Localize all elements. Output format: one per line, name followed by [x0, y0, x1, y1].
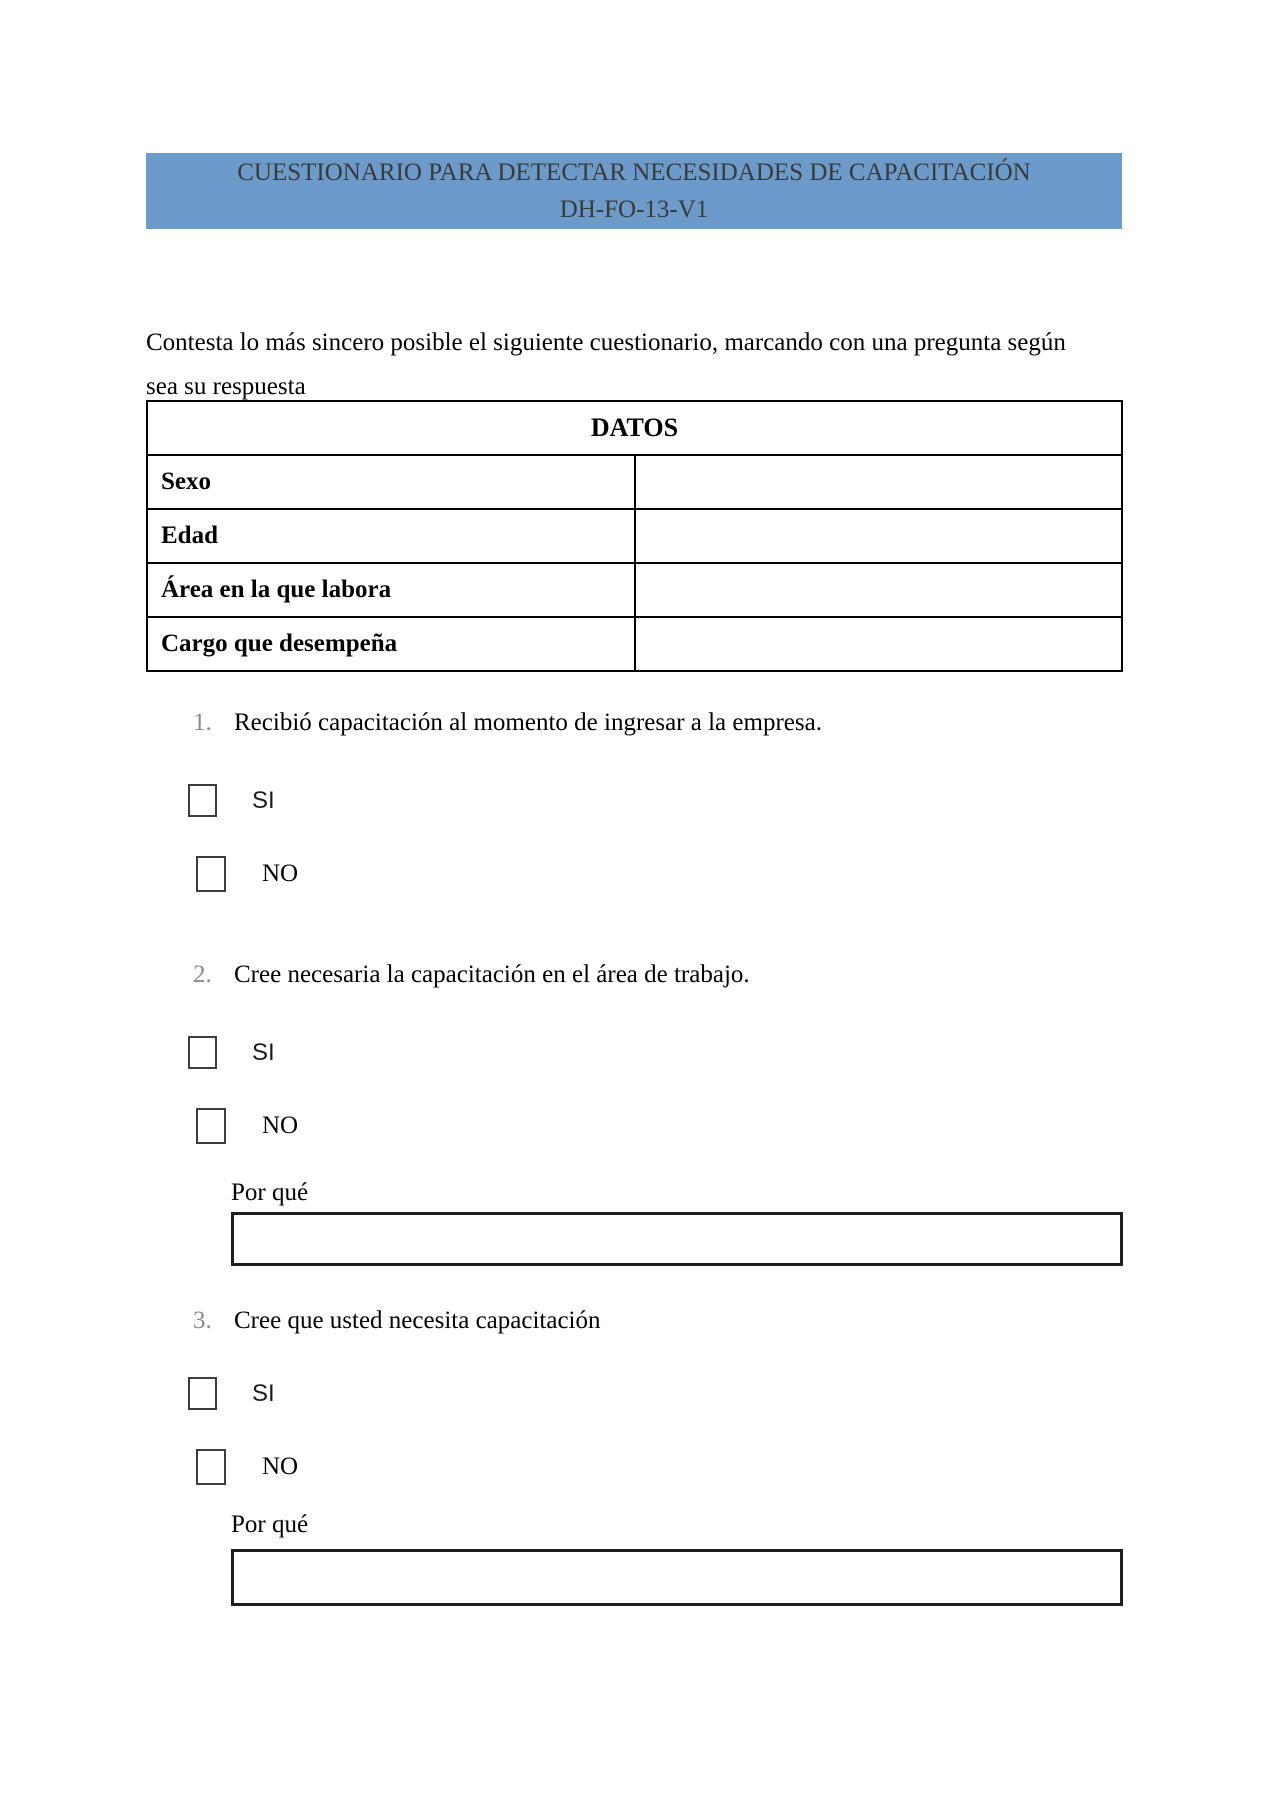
- datos-value-area[interactable]: [635, 563, 1123, 617]
- question-1-number: 1.: [193, 709, 212, 736]
- question-2-number: 2.: [193, 961, 212, 988]
- datos-header-row: [147, 401, 1122, 455]
- datos-value-cargo[interactable]: [635, 617, 1123, 671]
- checkbox-no[interactable]: [196, 856, 226, 892]
- question-2-option-no: [196, 1108, 298, 1144]
- question-1-option-si: [188, 784, 275, 817]
- table-row: [147, 563, 1122, 617]
- intro-line-2: sea su respuesta: [146, 373, 306, 400]
- question-2-text: Cree necesaria la capacitación en el área de trabajo.: [234, 961, 750, 988]
- datos-label-sexo: Sexo: [147, 455, 635, 509]
- question-1-text: Recibió capacitación al momento de ingresar a la empresa.: [234, 709, 822, 736]
- checkbox-si-label: SI: [252, 1038, 275, 1066]
- checkbox-si[interactable]: [188, 784, 217, 817]
- datos-label-edad: Edad: [147, 509, 635, 563]
- table-row: [147, 509, 1122, 563]
- checkbox-no[interactable]: [196, 1108, 226, 1144]
- datos-label-cargo: Cargo que desempeña: [147, 617, 635, 671]
- checkbox-no-label: NO: [262, 1112, 299, 1139]
- intro-paragraph: [146, 321, 1156, 409]
- datos-value-edad[interactable]: [635, 509, 1123, 563]
- checkbox-no-label: NO: [262, 860, 299, 887]
- form-code: DH-FO-13-V1: [559, 196, 709, 223]
- checkbox-si-label: SI: [252, 1379, 275, 1407]
- question-2-option-si: [188, 1036, 275, 1069]
- datos-table-title: DATOS: [147, 401, 1122, 455]
- question-1-option-no: [196, 856, 298, 892]
- question-1: [193, 709, 822, 737]
- checkbox-no-label: NO: [262, 1453, 299, 1480]
- question-3-text: Cree que usted necesita capacitación: [234, 1307, 601, 1334]
- datos-table: [146, 400, 1123, 672]
- form-title: CUESTIONARIO PARA DETECTAR NECESIDADES DE CAPACITACIÓN: [237, 159, 1031, 186]
- checkbox-si[interactable]: [188, 1377, 217, 1410]
- checkbox-si-label: SI: [252, 786, 275, 814]
- question-3-why-label: Por qué: [231, 1511, 309, 1538]
- question-3: [193, 1307, 600, 1335]
- datos-value-sexo[interactable]: [635, 455, 1123, 509]
- question-2: [193, 961, 750, 989]
- intro-line-1: Contesta lo más sincero posible el siguiente cuestionario, marcando con una pregunta según: [146, 329, 1066, 356]
- checkbox-no[interactable]: [196, 1449, 226, 1485]
- question-3-option-no: [196, 1449, 298, 1485]
- table-row: [147, 455, 1122, 509]
- question-3-option-si: [188, 1377, 275, 1410]
- checkbox-si[interactable]: [188, 1036, 217, 1069]
- datos-label-area: Área en la que labora: [147, 563, 635, 617]
- question-3-number: 3.: [193, 1307, 212, 1334]
- table-row: [147, 617, 1122, 671]
- form-header-banner: [146, 153, 1122, 229]
- question-2-why-label: Por qué: [231, 1179, 309, 1206]
- question-2-answer-box[interactable]: [231, 1212, 1123, 1266]
- question-3-answer-box[interactable]: [231, 1549, 1123, 1606]
